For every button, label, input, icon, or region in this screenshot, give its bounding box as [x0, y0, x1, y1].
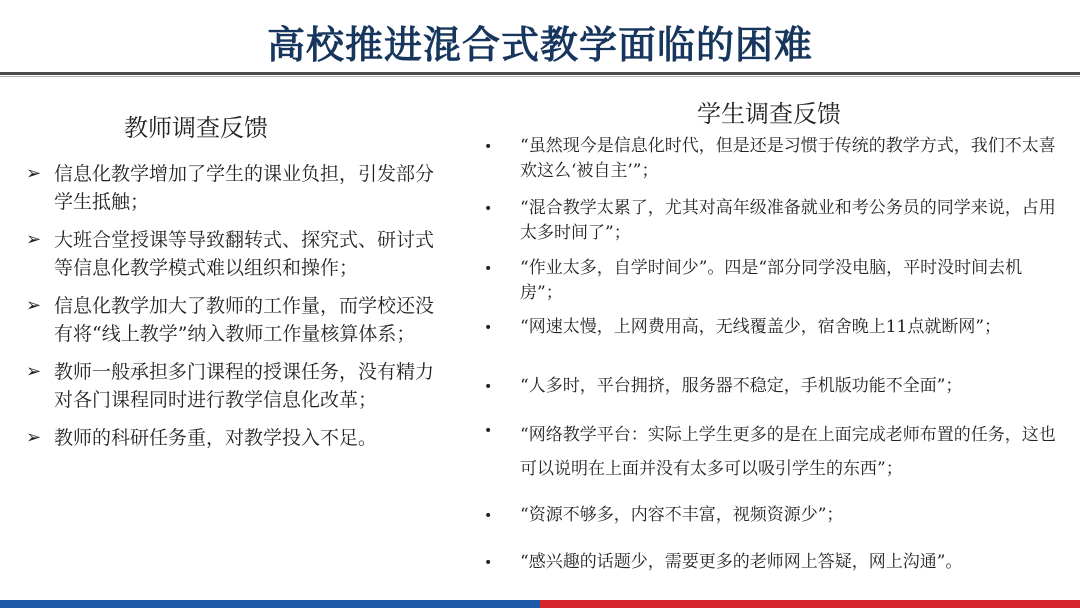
list-item-text: “网速太慢，上网费用高，无线覆盖少，宿舍晚上11点就断网”； — [520, 317, 1002, 337]
title-divider — [0, 72, 1080, 75]
list-item — [484, 256, 1064, 306]
list-item — [484, 550, 1064, 576]
list-item-text: “资源不够多，内容不丰富，视频资源少”； — [520, 505, 844, 525]
dot-bullet-icon: • — [484, 508, 493, 524]
list-item — [484, 503, 1064, 529]
arrow-bullet-icon: ➢ — [26, 361, 42, 382]
arrow-bullet-icon: ➢ — [26, 295, 42, 316]
list-item-text: 大班合堂授课等导致翻转式、探究式、研讨式等信息化教学模式难以组织和操作； — [54, 229, 435, 279]
list-item-text: 信息化教学增加了学生的课业负担，引发部分学生抵触； — [54, 163, 435, 213]
list-item-text: “感兴趣的话题少，需要更多的老师网上答疑，网上沟通”。 — [520, 552, 963, 572]
list-item — [484, 418, 1064, 486]
list-item-text: “网络教学平台：实际上学生更多的是在上面完成老师布置的任务，这也可以说明在上面并没有太多可以吸引学生的东西”； — [520, 425, 1056, 479]
dot-bullet-icon: • — [484, 423, 493, 439]
dot-bullet-icon: • — [484, 555, 493, 571]
title-divider-thin — [0, 76, 1080, 77]
arrow-bullet-icon: ➢ — [26, 427, 42, 448]
list-item-text: 教师一般承担多门课程的授课任务，没有精力对各门课程同时进行教学信息化改革； — [54, 361, 435, 411]
list-item — [484, 374, 1064, 400]
teacher-feedback-heading: 教师调查反馈 — [124, 114, 268, 142]
dot-bullet-icon: • — [484, 139, 493, 155]
list-item-text: “作业太多，自学时间少”。四是“部分同学没电脑，平时没时间去机房”； — [520, 258, 1023, 303]
arrow-bullet-icon: ➢ — [26, 229, 42, 250]
dot-bullet-icon: • — [484, 201, 493, 217]
list-item-text: “虽然现今是信息化时代，但是还是习惯于传统的教学方式，我们不太喜欢这么‘被自主’”； — [520, 136, 1056, 181]
list-item-text: 信息化教学加大了教师的工作量，而学校还没有将“线上教学”纳入教师工作量核算体系； — [54, 295, 435, 345]
dot-bullet-icon: • — [484, 379, 493, 395]
list-item — [484, 134, 1064, 184]
dot-bullet-icon: • — [484, 320, 493, 336]
arrow-bullet-icon: ➢ — [26, 163, 42, 184]
list-item — [26, 160, 441, 216]
footer-bar-left — [0, 600, 540, 608]
list-item-text: “混合教学太累了，尤其对高年级准备就业和考公务员的同学来说，占用太多时间了”； — [520, 198, 1056, 243]
page-title: 高校推进混合式教学面临的困难 — [266, 23, 813, 67]
teacher-feedback-list — [26, 160, 441, 462]
list-item — [26, 226, 441, 282]
list-item — [484, 315, 1064, 341]
student-feedback-heading: 学生调查反馈 — [697, 100, 841, 128]
list-item-text: 教师的科研任务重，对教学投入不足。 — [54, 427, 378, 449]
footer-bar-right — [540, 600, 1080, 608]
list-item-text: “人多时，平台拥挤，服务器不稳定，手机版功能不全面”； — [520, 376, 963, 396]
list-item — [26, 292, 441, 348]
dot-bullet-icon: • — [484, 261, 493, 277]
list-item — [26, 424, 441, 452]
list-item — [484, 196, 1064, 246]
list-item — [26, 358, 441, 414]
